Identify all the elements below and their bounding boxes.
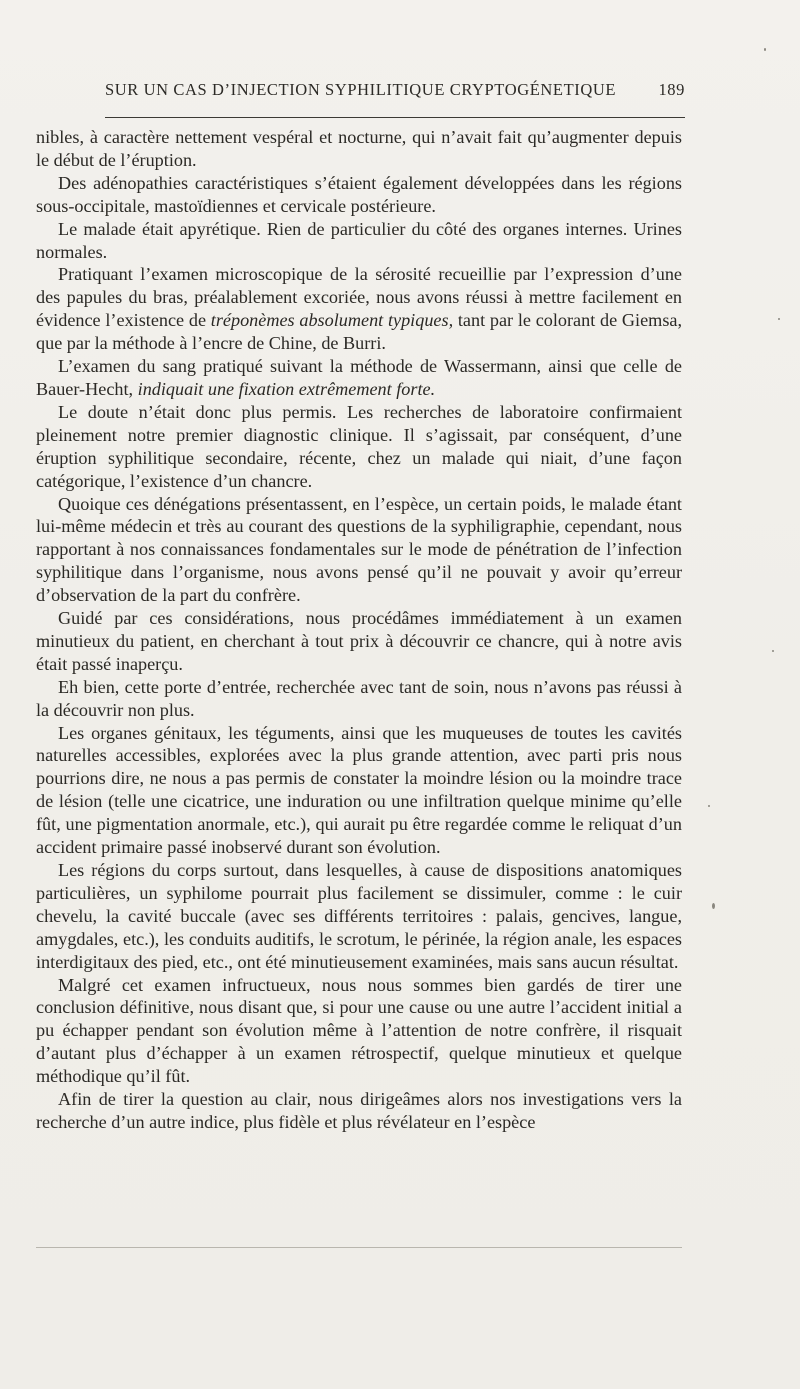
page-number: 189 [658, 80, 685, 99]
italic-emphasis: indiquait une fixation extrêmement forte. [137, 378, 436, 399]
paragraph-5 [36, 355, 682, 401]
paragraph-13 [36, 1088, 682, 1134]
text-run: Eh bien, cette porte d’entrée, recherchée avec tant de soin, nous n’avons pas réussi à la découvrir non plus. [36, 676, 682, 720]
paragraph-3 [36, 218, 682, 264]
paragraph-1 [36, 126, 682, 172]
italic-emphasis: tréponèmes absolument typiques, [210, 310, 454, 331]
text-run: Quoique ces dénégations présentassent, en l’espèce, un certain poids, le malade étant lui-même médecin et très au courant des questions de la syphiligraphie, cependant, nous rapportant à nos connaissances fondamentales sur le mode de pénétration de l’infection syphilitique dans l’organisme, nous avons pensé qu’il ne pouvait y avoir qu’erreur d’observation de la part du confrère. [36, 493, 682, 606]
paragraph-7 [36, 493, 682, 608]
text-run: Le malade était apyrétique. Rien de particulier du côté des organes internes. Urines normales. [36, 218, 682, 262]
running-header [105, 80, 685, 104]
paragraph-11 [36, 859, 682, 974]
text-run: Afin de tirer la question au clair, nous dirigeâmes alors nos investigations vers la recherche d’un autre indice, plus fidèle et plus révélateur en l’espèce [36, 1089, 682, 1132]
text-run: Malgré cet examen infructueux, nous nous sommes bien gardés de tirer une conclusion définitive, nous disant que, si pour une cause ou une autre l’accident initial a pu échapper pendant son évolution même à l’attention de notre confrère, il risquait d’autant plus d’échapper à un examen rétrospectif, quelque minutieux et quelque méthodique qu’il fût. [36, 974, 682, 1087]
paragraph-12 [36, 974, 682, 1089]
paragraph-8 [36, 607, 682, 676]
footer-rule [36, 1247, 682, 1248]
body-text [36, 126, 682, 1134]
running-title: SUR UN CAS D’INJECTION SYPHILITIQUE CRYPTOGÉNETIQUE [105, 80, 617, 99]
text-run: nibles, à caractère nettement vespéral et nocturne, qui n’avait fait qu’augmenter depuis le début de l’éruption. [36, 127, 682, 170]
print-speck [764, 48, 766, 51]
text-run: Des adénopathies caractéristiques s’étaient également développées dans les régions sous-occipitale, mastoïdiennes et cervicale postérieure. [36, 172, 682, 216]
paragraph-2 [36, 172, 682, 218]
print-speck [708, 805, 710, 807]
text-run: Les organes génitaux, les téguments, ainsi que les muqueuses de toutes les cavités naturelles accessibles, explorées avec la plus grande attention, avec parti pris nous pourrions dire, ne nous a pas permis de constater la moindre lésion ou la moindre trace de lésion (telle une cicatrice, une induration ou une infiltration quelque minime qu’elle fût, une pigmentation anormale, etc.), qui aurait pu être regardée comme le reliquat d’un accident primaire passé inobservé durant son évolution. [36, 722, 682, 858]
text-run: Les régions du corps surtout, dans lesquelles, à cause de dispositions anatomiques particulières, un syphilome pourrait plus facilement se dissimuler, comme : le cuir chevelu, la cavité buccale (avec ses différents territoires : palais, gencives, langue, amygdales, etc.), les conduits auditifs, le scrotum, le périnée, la région anale, les espaces interdigitaux des pied, etc., ont été minutieusement examinées, mais sans aucun résultat. [36, 860, 682, 972]
paragraph-4 [36, 263, 682, 355]
print-speck [778, 318, 780, 320]
text-run: Guidé par ces considérations, nous procédâmes immédiatement à un examen minutieux du patient, en cherchant à tout prix à découvrir ce chancre, qui à notre avis était passé inaperçu. [36, 608, 682, 674]
print-speck [772, 650, 774, 652]
text-run: L’examen du sang pratiqué suivant la méthode de Wassermann, ainsi que celle de Bauer-Hecht, [36, 356, 682, 399]
header-rule [105, 117, 685, 118]
print-speck [712, 903, 715, 909]
paragraph-9 [36, 676, 682, 722]
text-run: tant par le colorant de Giemsa, que par la méthode à l’encre de Chine, de Burri. [36, 310, 683, 354]
paragraph-6 [36, 401, 682, 493]
text-run: Pratiquant l’examen microscopique de la sérosité recueillie par l’expression d’une des papules du bras, préalablement excoriée, nous avons réussi à mettre facilement en évidence l’existence de [36, 264, 682, 331]
paragraph-10 [36, 722, 682, 859]
text-run: Le doute n’était donc plus permis. Les recherches de laboratoire confirmaient pleinement notre premier diagnostic clinique. Il s’agissait, par conséquent, d’une éruption syphilitique secondaire, récente, chez un malade qui niait, d’une façon catégorique, l’existence d’un chancre. [36, 401, 682, 491]
